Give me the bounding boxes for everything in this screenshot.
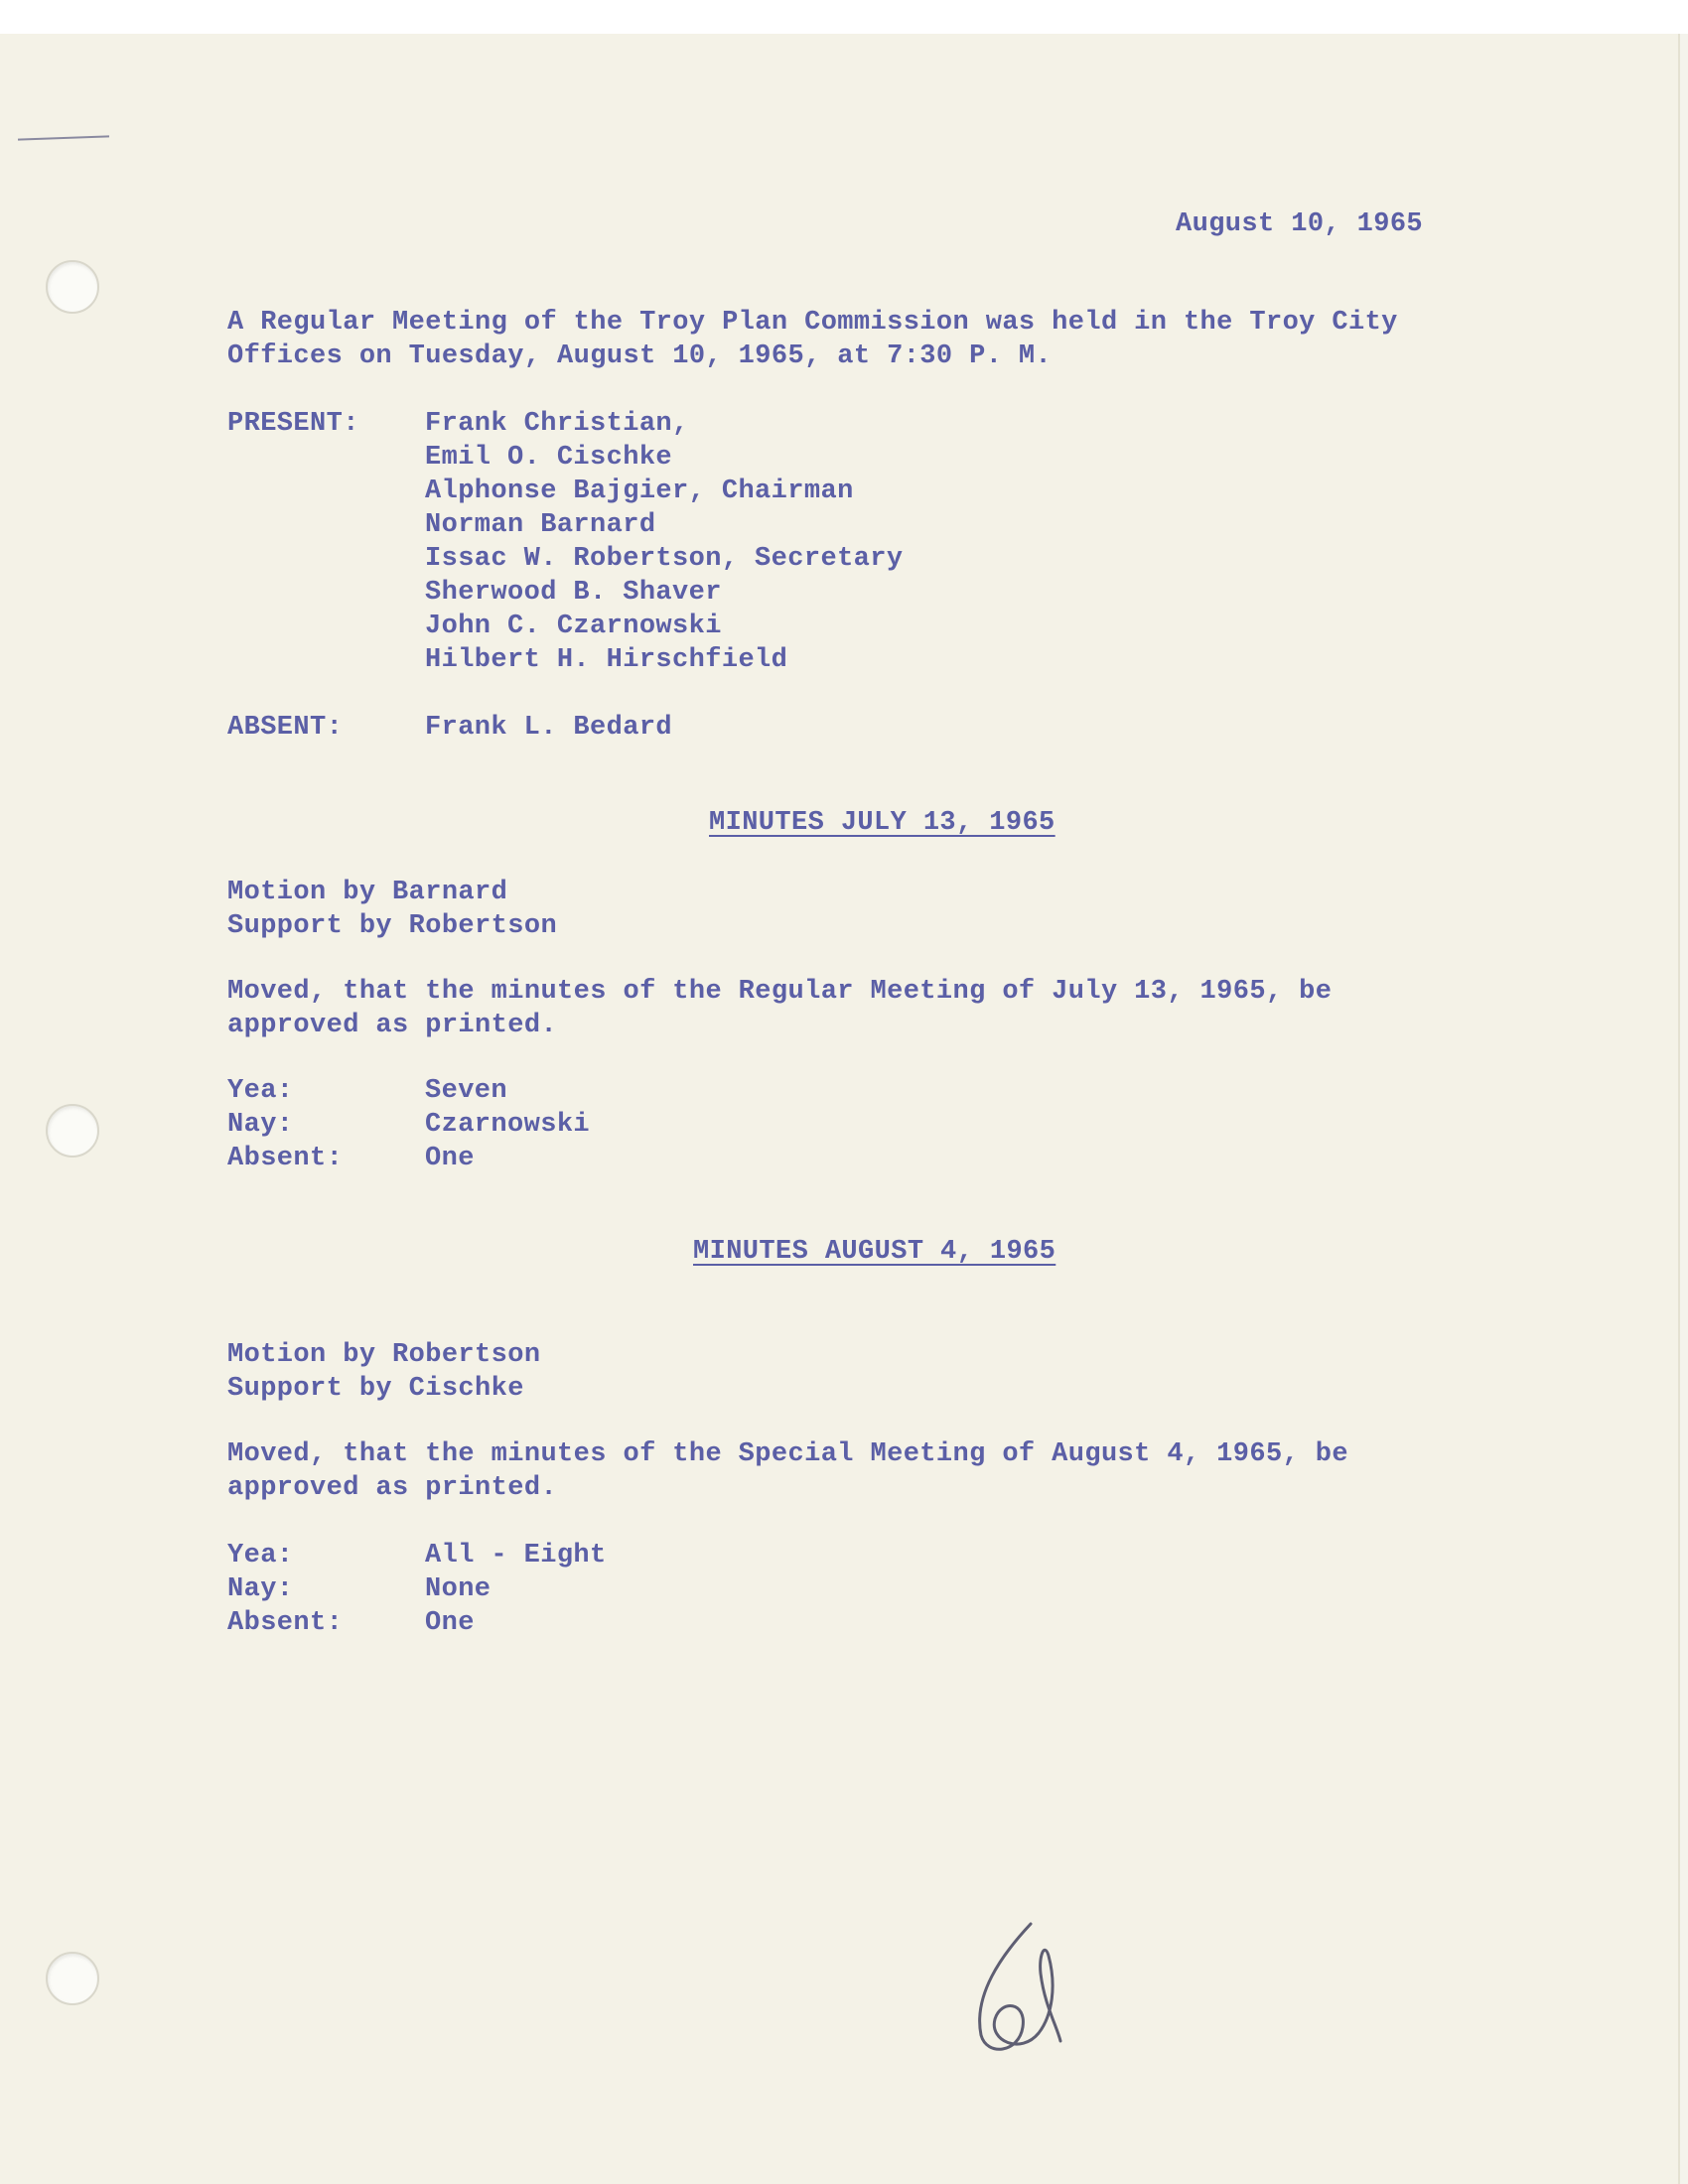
motion-by: Motion by Barnard <box>227 878 508 907</box>
punch-hole-top <box>46 260 99 314</box>
motion-by: Motion by Robertson <box>227 1340 541 1370</box>
present-member: John C. Czarnowski <box>425 612 722 641</box>
present-member: Sherwood B. Shaver <box>425 578 722 608</box>
vote-label: Yea: <box>227 1541 294 1570</box>
vote-value: One <box>425 1144 475 1173</box>
document-date: August 10, 1965 <box>1176 209 1424 239</box>
absent-member: Frank L. Bedard <box>425 713 673 743</box>
support-by: Support by Cischke <box>227 1374 524 1404</box>
present-label: PRESENT: <box>227 409 359 439</box>
moved-text-line-1: Moved, that the minutes of the Special Meeting of August 4, 1965, be <box>227 1439 1348 1469</box>
support-by: Support by Robertson <box>227 911 558 941</box>
moved-text-line-2: approved as printed. <box>227 1473 558 1503</box>
intro-line-1: A Regular Meeting of the Troy Plan Commission was held in the Troy City <box>227 308 1398 338</box>
present-member: Alphonse Bajgier, Chairman <box>425 477 854 506</box>
section-heading: MINUTES AUGUST 4, 1965 <box>693 1237 1056 1267</box>
punch-hole-bottom <box>46 1952 99 2005</box>
vote-value: Czarnowski <box>425 1110 591 1140</box>
vote-label: Yea: <box>227 1076 294 1106</box>
present-member: Frank Christian, <box>425 409 689 439</box>
vote-label: Absent: <box>227 1608 344 1638</box>
present-member: Emil O. Cischke <box>425 443 673 473</box>
vote-label: Absent: <box>227 1144 344 1173</box>
vote-label: Nay: <box>227 1110 294 1140</box>
present-member: Norman Barnard <box>425 510 656 540</box>
initials-signature <box>961 1916 1070 2065</box>
moved-text-line-2: approved as printed. <box>227 1011 558 1040</box>
present-member: Issac W. Robertson, Secretary <box>425 544 904 574</box>
absent-label: ABSENT: <box>227 713 344 743</box>
vote-value: Seven <box>425 1076 508 1106</box>
vote-value: One <box>425 1608 475 1638</box>
moved-text-line-1: Moved, that the minutes of the Regular Meeting of July 13, 1965, be <box>227 977 1333 1007</box>
vote-value: None <box>425 1574 492 1604</box>
present-member: Hilbert H. Hirschfield <box>425 645 788 675</box>
section-heading: MINUTES JULY 13, 1965 <box>709 808 1055 838</box>
punch-hole-middle <box>46 1104 99 1158</box>
intro-line-2: Offices on Tuesday, August 10, 1965, at 7:30 P. M. <box>227 341 1053 371</box>
vote-label: Nay: <box>227 1574 294 1604</box>
scan-top-margin <box>0 0 1688 34</box>
vote-value: All - Eight <box>425 1541 607 1570</box>
